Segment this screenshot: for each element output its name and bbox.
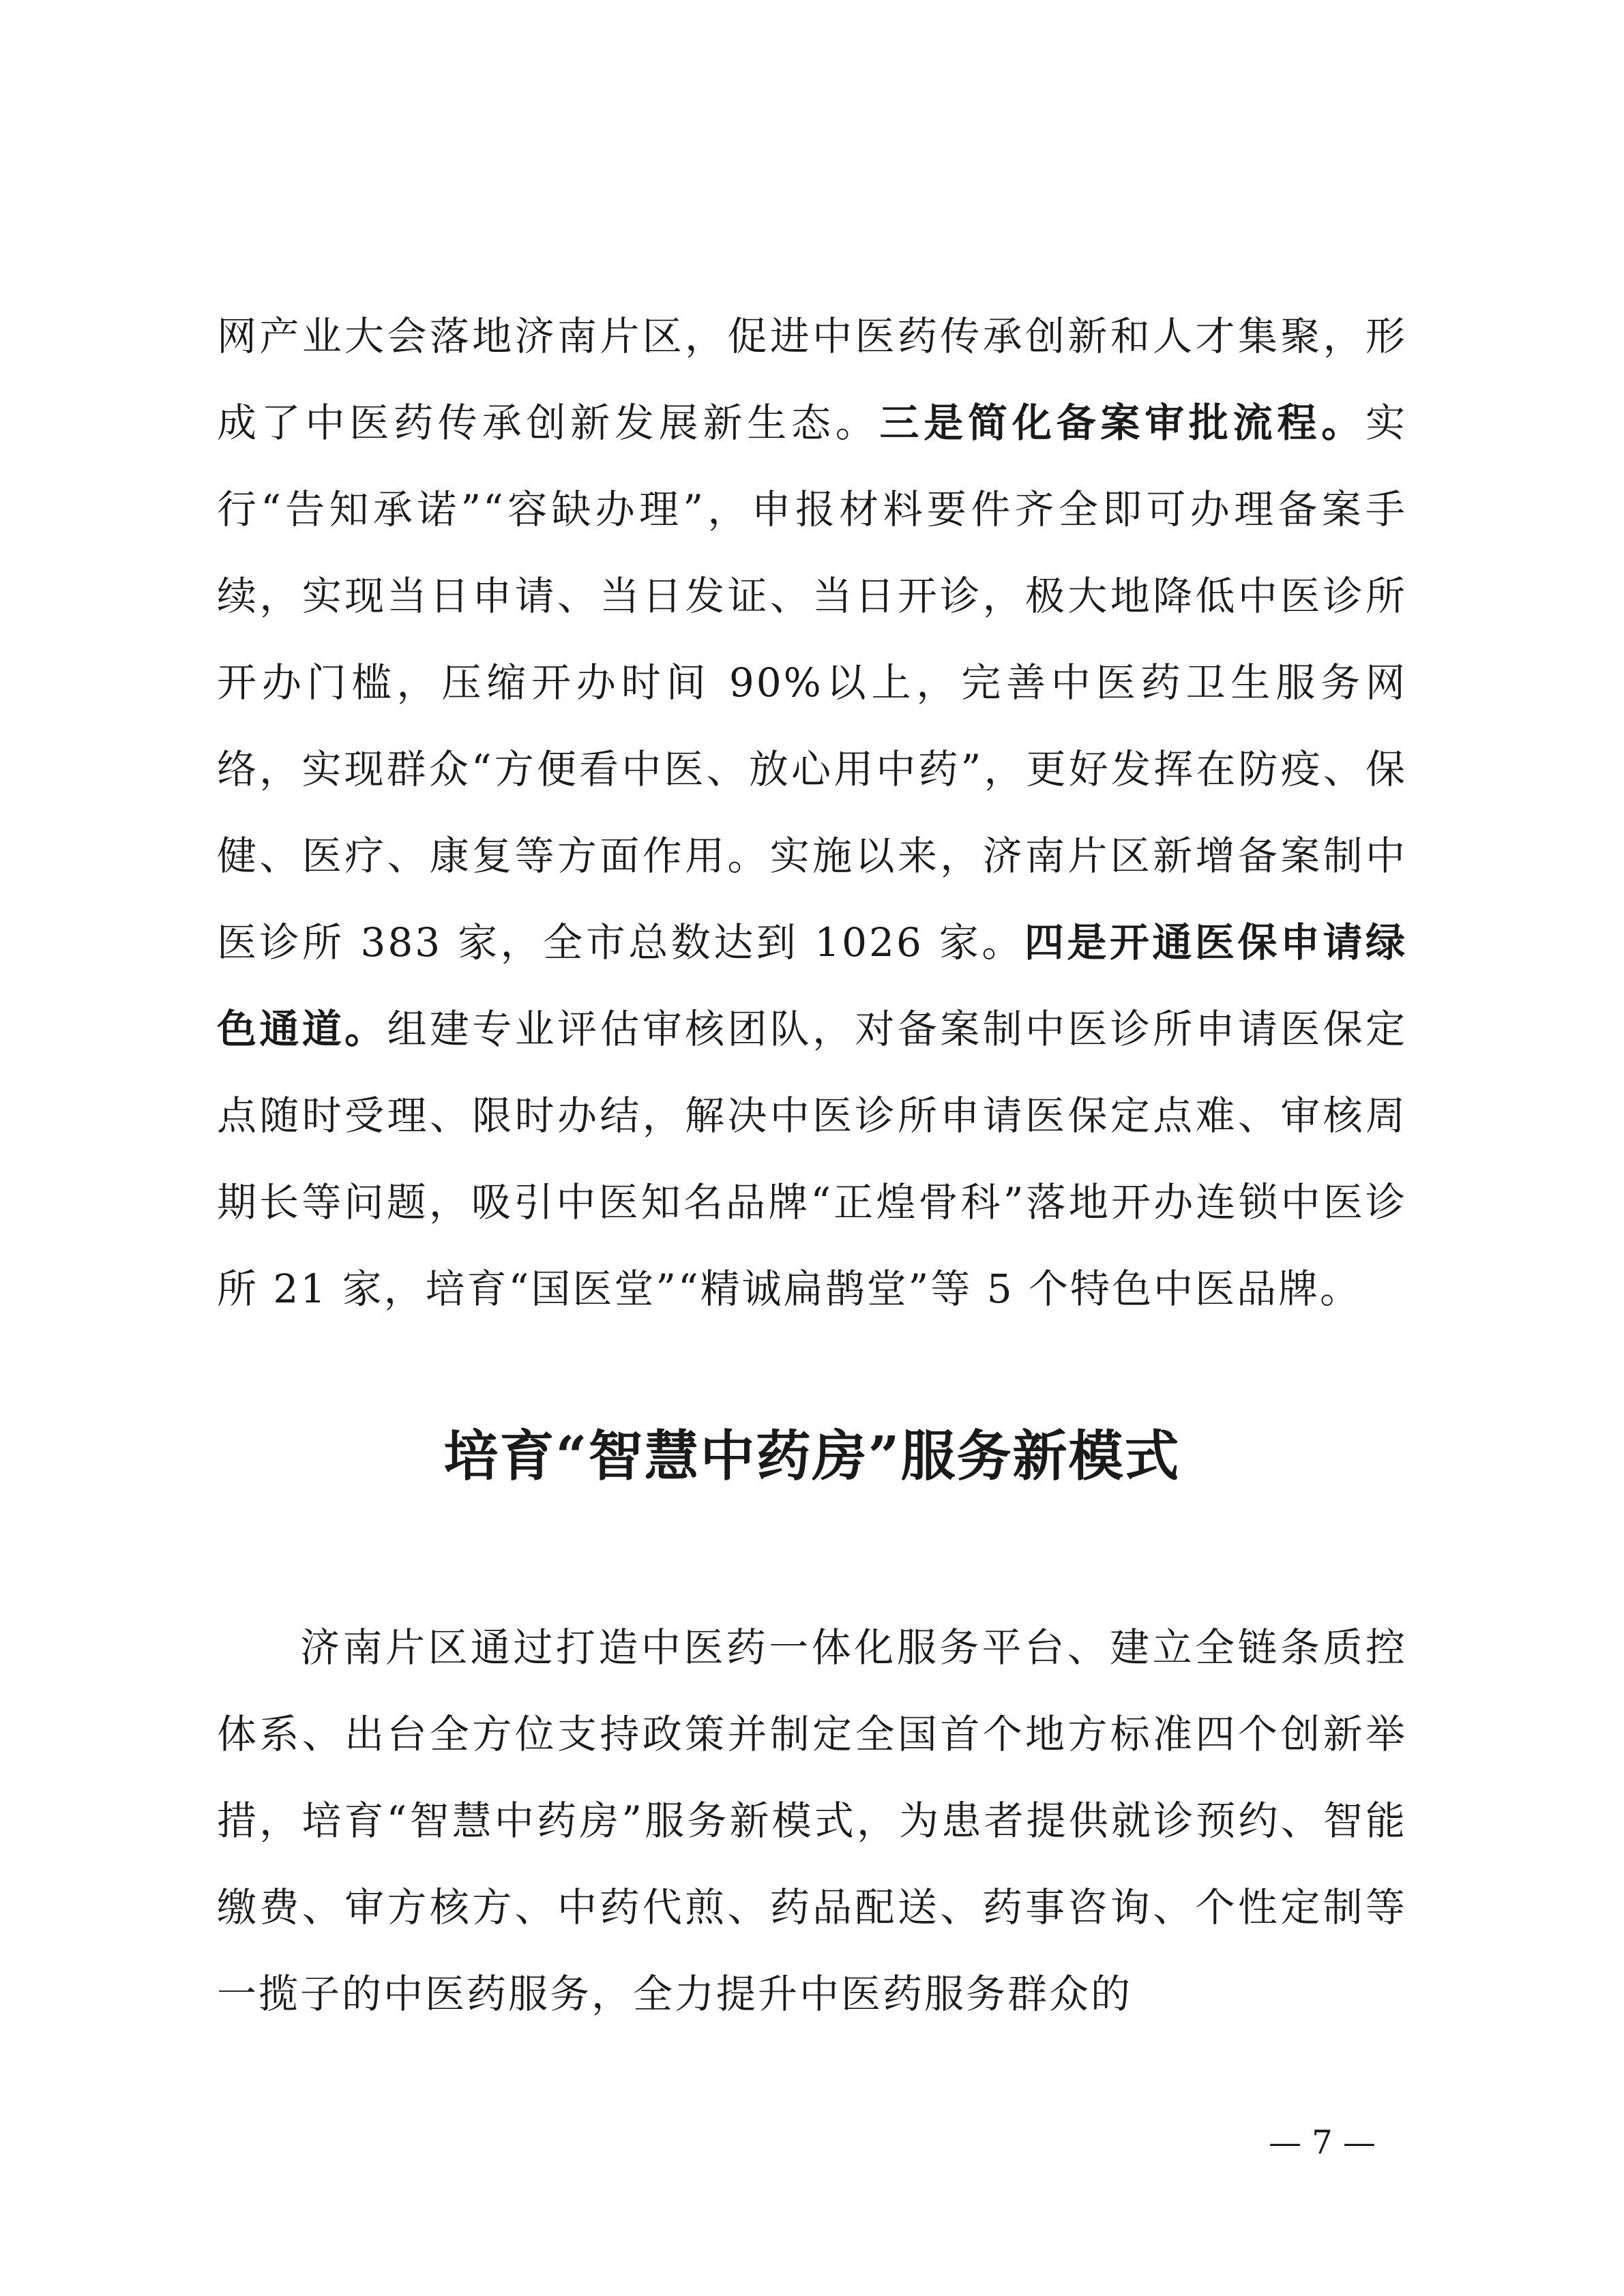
bold-lead-three: 三是简化备案审批流程。 [879, 400, 1365, 446]
section-heading: 培育“智慧中药房”服务新模式 [443, 1424, 1181, 1488]
body-paragraph-smart-pharmacy: 济南片区通过打造中医药一体化服务平台、建立全链条质控体系、出台全方位支持政策并制定全国首个地方标准四个创新举措，培育“智慧中药房”服务新模式，为患者提供就诊预约、智能缴费、审方核方、中药代煎、药品配送、药事咨询、个性定制等一揽子的中医药服务，全力提升中医药服务群众的 [217, 1624, 1407, 2017]
bold-lead-four: 四是开通医保申请绿色通道。 [217, 919, 1407, 1052]
body-paragraph-continued [217, 293, 1407, 1332]
paragraph-text: 实行“告知承诺”“容缺办理”，申报材料要件齐全即可办理备案手续，实现当日申请、当日发证、当日开诊，极大地降低中医诊所开办门槛，压缩开办时间 90%以上，完善中医药卫生服务网络，实现群众“方便看中医、放心用中药”，更好发挥在防疫、保健、医疗、康复等方面作用。实施以来，济南片区新增备案制中医诊所 383 家，全市总数达到 1026 家。 [217, 400, 1407, 966]
paragraph-text: 网产业大会落地济南片区，促进中医药传承创新和人才集聚，形成了中医药传承创新发展新生态。 [217, 313, 1407, 446]
page-number: — 7 — [1269, 2123, 1376, 2162]
paragraph-text: 组建专业评估审核团队，对备案制中医诊所申请医保定点随时受理、限时办结，解决中医诊所申请医保定点难、审核周期长等问题，吸引中医知名品牌“正煌骨科”落地开办连锁中医诊所 21 家，培育“国医堂”“精诚扁鹊堂”等 5 个特色中医品牌。 [217, 1006, 1407, 1312]
